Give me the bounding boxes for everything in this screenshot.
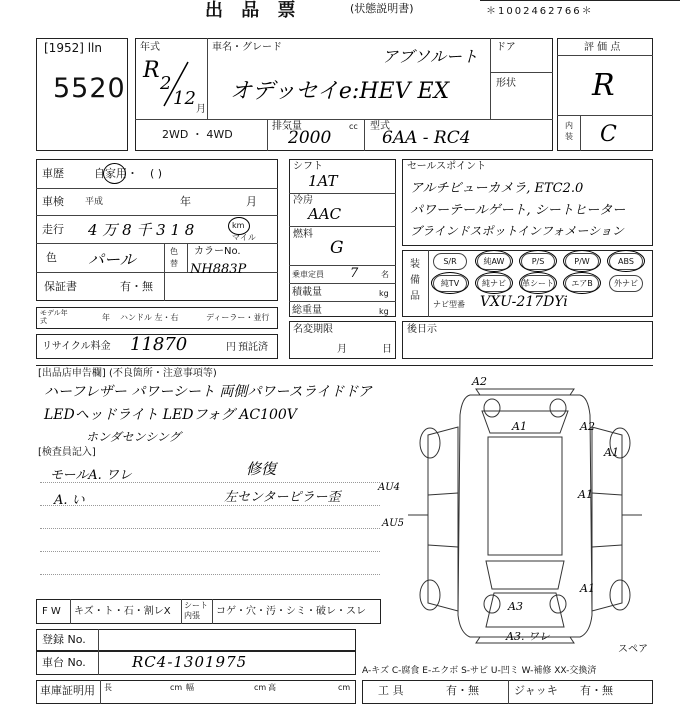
history-circle [103,163,126,184]
jack-label: ジャッキ [514,684,558,697]
checks-seat-items: コゲ・穴・汚・シミ・破レ・スレ [216,606,366,617]
model-grade-note: アブソルート [382,47,479,66]
checks-items: キズ・ト・石・割レX [74,606,171,617]
model-year-unit: 年 [102,313,110,322]
model-year-label: モデル年式 [40,309,68,325]
equip-sr: S/R [433,253,467,270]
certificate-width: 幅 [186,683,194,692]
car-side-left [428,427,458,611]
chassis-value: RC4-1301975 [132,653,248,671]
color-code-label: カラーNo. [194,246,241,257]
selling-points-label: セールスポイント [407,161,487,172]
warranty-label: 保証書 [44,280,77,293]
history-paren: ( ) [150,167,163,180]
sheet-title: 出 品 票 [205,0,302,21]
diagram-mark-a1-right-front: A1 [580,582,595,595]
selling-point-2: パワーテールゲート, シートヒーター [410,203,626,218]
lot-number: 5520 [53,73,126,104]
ac-value: AAC [308,205,342,223]
diagram-spare-label: スペア [618,644,648,655]
equip-pw-circle [563,250,601,272]
inspection-year-unit: 年 [180,195,191,208]
reg-change-day: 日 [382,344,392,355]
nav-model-value: VXU-217DYi [480,294,568,310]
selling-point-1: アルチビューカメラ, ETC2.0 [410,181,584,196]
certificate-width-unit: cm [254,683,267,692]
equip-pw: P/W [565,253,599,270]
load-label: 積載量 [292,287,322,298]
aftermarket-label: 後日示 [407,324,437,335]
diagram-mark-au4: AU4 [378,482,401,493]
inspector-repair-note: 左センターピラー歪 [224,490,341,505]
drive-label: 2WD ・ 4WD [162,128,233,141]
shape-label: 形状 [496,78,516,89]
inspector-repair-title: 修復 [246,460,277,478]
inspection-label: 車検 [42,195,64,208]
inspection-value: 平成 [85,197,104,207]
type-label: 型式 [370,121,390,132]
year-value: 2 [160,73,172,94]
defect-legend: A-キズ C-腐食 E-エクボ S-サビ U-凹ミ W-補修 XX-交換済 [362,666,597,676]
capacity-unit: 名 [381,270,389,279]
certificate-long-unit: cm [170,683,183,692]
inspector-header: [検査員記入] [38,447,96,458]
sheet-subtitle: (状態説明書) [350,2,414,15]
mileage-km: km [232,221,245,230]
car-roof [488,437,562,555]
shift-label: シフト [293,161,323,172]
diagram-mark-a1-right-door: A1 [578,488,593,501]
diagram-mark-a3-bumper: A3. ワレ [506,630,550,643]
fuel-label: 燃料 [293,229,313,240]
diagram-mark-a2-right: A2 [580,420,595,433]
equip-ps-circle [519,250,557,272]
color-repaint-label: 色替 [170,247,178,268]
checks-label: F W [42,606,61,617]
equip-navi-circle [475,272,513,294]
inspection-month-unit: 月 [246,195,257,208]
equip-navi: 純ナビ [477,275,511,292]
equip-ps: P/S [521,253,555,270]
displacement-unit: cc [349,122,358,131]
year-month-unit: 月 [196,104,206,115]
history-label: 車歴 [42,167,64,180]
displacement-label: 排気量 [272,121,302,132]
certificate-height: 高 [268,683,276,692]
mileage-mile: マイル [232,233,256,242]
mileage-label: 走行 [42,223,64,236]
equip-ext-navi: 外ナビ [609,275,643,292]
model-name: オデッセイe:HEV EX [230,79,450,104]
recycle-label: リサイクル料金 [42,341,111,352]
year-label: 年式 [140,42,160,53]
type-value: 6AA - RC4 [382,128,471,148]
equip-tv-circle [431,272,469,294]
inspector-line-2: A. い [54,493,85,508]
recycle-status: 預託済 [238,342,268,353]
grade-overall: R [592,68,615,103]
capacity-value: 7 [350,266,359,281]
equip-abs-circle [607,250,645,272]
load-unit: kg [379,289,389,298]
warranty-value: 有・無 [120,280,153,293]
diagram-mark-a1-roof: A1 [512,420,527,433]
inspector-line-1: モールA. ワレ [50,468,132,483]
year-era: R [143,58,160,83]
mileage-value: 4 万 8 千 3 1 8 [88,221,195,239]
lot-tag: [1952] lln [44,41,102,55]
car-bumper-rear [476,389,574,395]
notes-line-1: ハーフレザー パワーシート 両側パワースライドドア [44,384,372,400]
tools-label: 工 具 [378,684,404,697]
equip-aw-circle [475,250,513,272]
recycle-unit: 円 [226,342,236,353]
certificate-label: 車庫証明用 [40,684,95,697]
aftermarket-box [402,321,653,359]
equip-leather: 革シート [521,275,555,292]
grade-label: 評 価 点 [584,42,621,53]
jack-value: 有・無 [580,684,613,697]
grade-interior-label: 内装 [565,121,573,141]
car-diagram [400,375,653,665]
door-label: ドア [496,42,516,53]
checks-seat-label: シート内張 [184,601,208,620]
tools-value: 有・無 [446,684,479,697]
equip-abs: ABS [609,253,643,270]
equip-aw: 純AW [477,253,511,270]
handle-label: ハンドル 左・右 [120,313,179,322]
dealer-label: ディーラー・並行 [206,313,270,322]
selling-point-3: ブラインドスポットインフォメーション [410,224,624,238]
reg-change-label: 名変期限 [293,324,333,335]
notes-header: [出品店申告欄] (不良箇所・注意事項等) [38,368,217,379]
grade-interior: C [600,122,617,147]
weight-unit: kg [379,307,389,316]
nav-model-label: ナビ型番 [433,300,465,309]
equip-airbag: エアB [565,275,599,292]
equip-airbag-circle [563,272,601,294]
displacement-value: 2000 [288,128,332,148]
car-windshield [486,561,564,589]
notes-line-3: ホンダセンシング [86,430,181,444]
equipment-label: 装備品 [410,259,420,302]
sheet-number: ＊1002462766＊ [486,6,594,17]
registration-label: 登録 No. [42,633,86,646]
reg-change-month: 月 [337,344,347,355]
diagram-mark-au5: AU5 [382,518,405,529]
capacity-label: 乗車定員 [292,270,324,279]
diagram-mark-a3-front: A3 [508,600,523,613]
ac-label: 冷房 [293,195,313,206]
equip-tv: 純TV [433,275,467,292]
certificate-height-unit: cm [338,683,351,692]
diagram-mark-a2-rear: A2 [472,375,487,388]
model-label: 車名・グレード [212,42,282,53]
chassis-label: 車台 No. [42,656,86,669]
equip-leather-circle [519,272,557,294]
recycle-value: 11870 [130,334,188,355]
diagram-mark-a1-right-rear: A1 [604,446,619,459]
color-code: NH883P [190,262,247,277]
shift-value: 1AT [308,172,338,190]
notes-line-2: LEDヘッドライト LEDフォグ AC100V [44,407,297,423]
year-month: 12 [173,88,196,109]
certificate-long: 長 [104,683,112,692]
color-value: パール [88,250,136,269]
history-value: 自家用・ [94,167,138,180]
weight-label: 総重量 [292,305,322,316]
color-label: 色 [46,251,57,264]
fuel-value: G [330,238,344,258]
